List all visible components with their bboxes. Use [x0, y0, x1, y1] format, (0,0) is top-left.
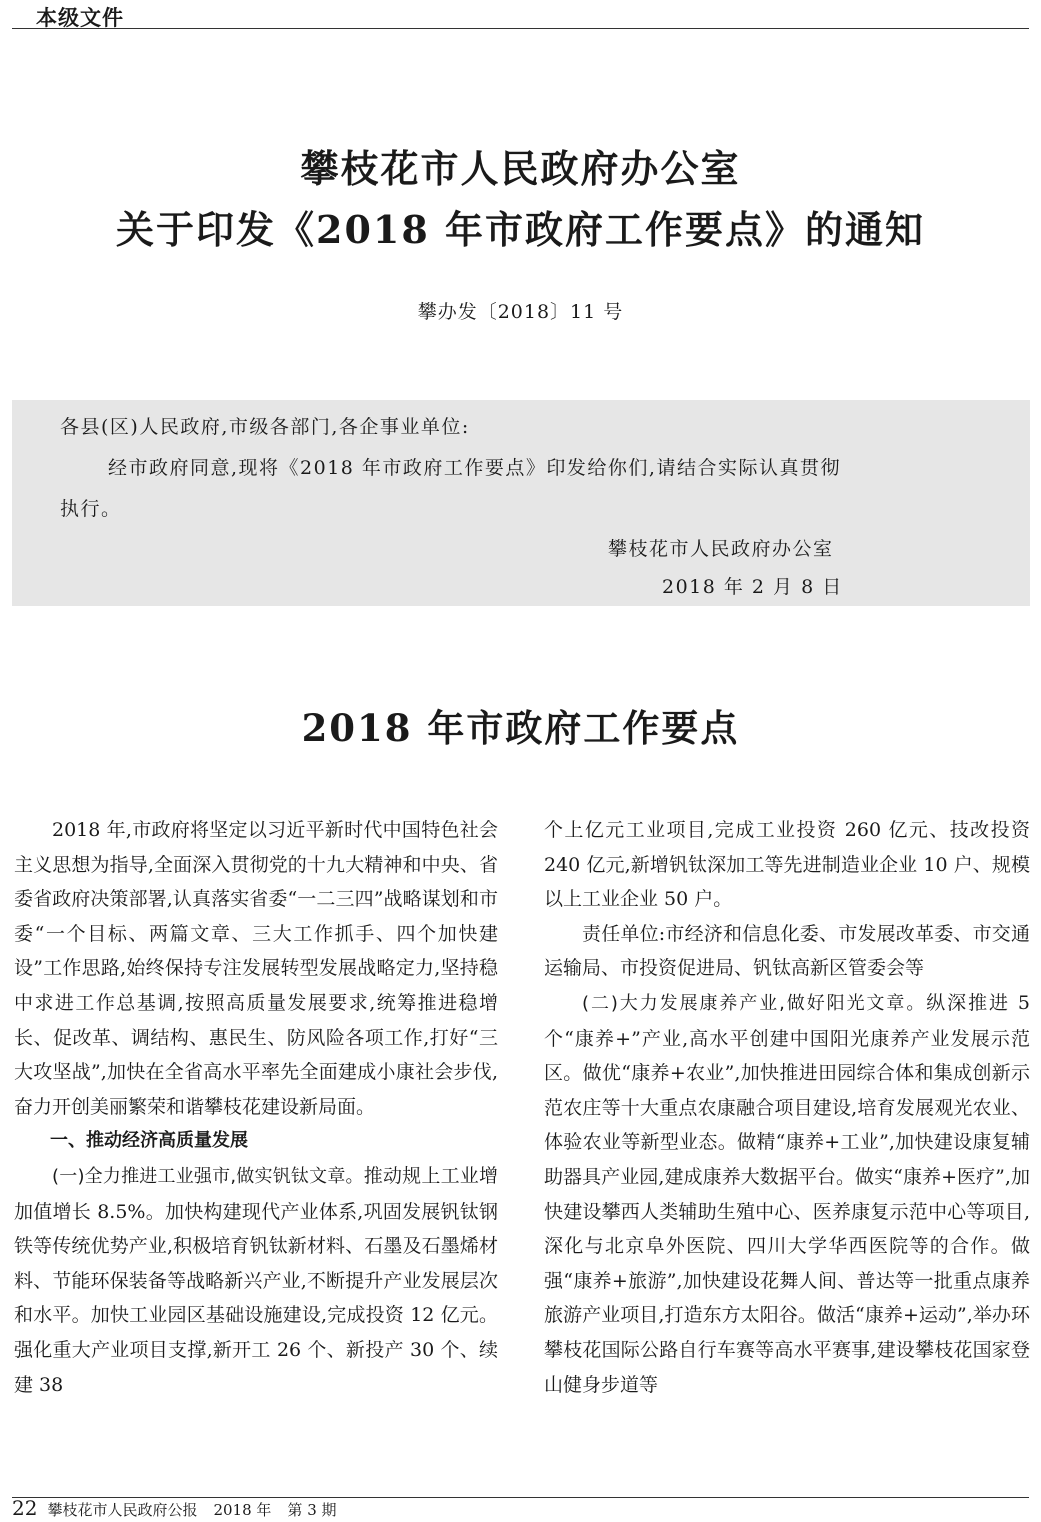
notice-signature: 攀枝花市人民政府办公室 — [608, 538, 834, 560]
notice-salutation: 各县(区)人民政府,市级各部门,各企事业单位: — [60, 416, 470, 438]
item-1-paragraph — [14, 1159, 498, 1402]
header-category: 本级文件 — [36, 6, 124, 30]
item-2-text: 纵深推进 5 个“康养+”产业,高水平创建中国阳光康养产业发展示范区。做优“康养+农业”,加快推进田园综合体和集成创新示范农庄等十大重点农康融合项目建设,培育发展观光农业、体验农业等新型业态。做精“康养+工业”,加快建设康复辅助器具产业园,建成康养大数据平台。做实“康养+医疗”,加快建设攀西人类辅助生殖中心、医养康复示范中心等项目,深化与北京阜外医院、四川大学华西医院等的合作。做强“康养+旅游”,加快建设花舞人间、普达等一批重点康养旅游产业项目,打造东方太阳谷。做活“康养+运动”,举办环攀枝花国际公路自行车赛等高水平赛事,建设攀枝花国家登山健身步道等 — [544, 991, 1030, 1396]
footer-issue: 第 3 期 — [287, 1501, 337, 1519]
footer — [12, 1496, 337, 1520]
section-title: 2018 年市政府工作要点 — [301, 706, 740, 750]
header-divider — [12, 28, 1029, 29]
page-number: 22 — [12, 1496, 38, 1520]
heading-1: 一、推动经济高质量发展 — [50, 1130, 248, 1152]
item-1-text: 推动规上工业增加值增长 8.5%。加快构建现代产业体系,巩固发展钒钛钢铁等传统优势产业,积极培育钒钛新材料、石墨及石墨烯材料、节能环保装备等战略新兴产业,不断提升产业发展层次和水平。加快工业园区基础设施建设,完成投资 12 亿元。强化重大产业项目支撑,新开工 26 个、新投产 30 个、续建 38 — [14, 1164, 498, 1396]
responsibility-paragraph: 责任单位:市经济和信息化委、市发展改革委、市交通运输局、市投资促进局、钒钛高新区管委会等 — [544, 922, 1030, 980]
left-column — [14, 813, 498, 1402]
item-1-lead: (一)全力推进工业强市,做实钒钛文章。 — [52, 1165, 364, 1187]
notice-date: 2018 年 2 月 8 日 — [662, 576, 843, 598]
footer-publication: 攀枝花市人民政府公报 — [47, 1501, 198, 1519]
right-column — [544, 813, 1030, 1402]
intro-paragraph: 2018 年,市政府将坚定以习近平新时代中国特色社会主义思想为指导,全面深入贯彻党的十九大精神和中央、省委省政府决策部署,认真落实省委“一二三四”战略谋划和市委“一个目标、两篇文章、三大工作抓手、四个加快建设”工作思路,始终保持专注发展转型发展战略定力,坚持稳中求进工作总基调,按照高质量发展要求,统筹推进稳增长、促改革、调结构、惠民生、防风险各项工作,打好“三大攻坚战”,加快在全省高水平率先全面建成小康社会步伐,奋力开创美丽繁荣和谐攀枝花建设新局面。 — [14, 819, 498, 1118]
continuation-paragraph: 个上亿元工业项目,完成工业投资 260 亿元、技改投资 240 亿元,新增钒钛深加工等先进制造业企业 10 户、规模以上工业企业 50 户。 — [544, 819, 1030, 911]
notice-box — [12, 400, 1030, 606]
item-2-lead: (二)大力发展康养产业,做好阳光文章。 — [582, 992, 927, 1014]
footer-year: 2018 年 — [213, 1501, 272, 1519]
notice-body-line1: 经市政府同意,现将《2018 年市政府工作要点》印发给你们,请结合实际认真贯彻 — [108, 457, 841, 479]
main-title-line2: 关于印发《2018 年市政府工作要点》的通知 — [116, 207, 925, 252]
document-number: 攀办发〔2018〕11 号 — [417, 301, 624, 323]
item-2-paragraph — [544, 986, 1030, 1402]
notice-body-line2: 执行。 — [60, 498, 122, 520]
main-title-line1: 攀枝花市人民政府办公室 — [300, 146, 741, 191]
